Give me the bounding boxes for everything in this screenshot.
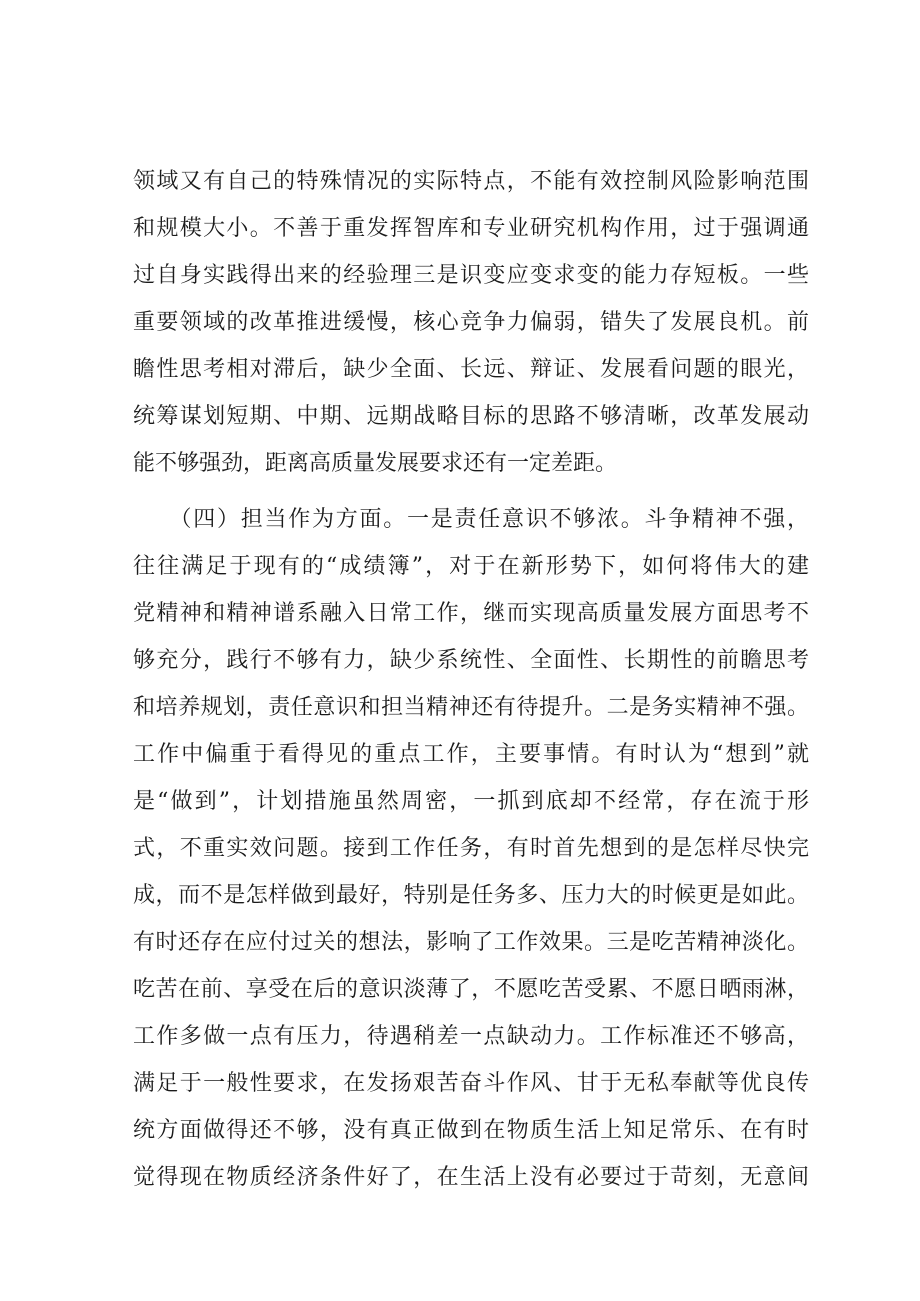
text-line: 够充分，践行不够有力，缺少系统性、全面性、长期性的前瞻思考 xyxy=(133,648,809,673)
text-line: 觉得现在物质经济条件好了，在生活上没有必要过于苛刻，无意间 xyxy=(133,1165,809,1190)
paragraph-responsibility xyxy=(133,496,809,1201)
text-line: 统方面做得还不够，没有真正做到在物质生活上知足常乐、在有时 xyxy=(133,1118,809,1143)
text-line: 吃苦在前、享受在后的意识淡薄了，不愿吃苦受累、不愿日晒雨淋， xyxy=(133,977,809,1002)
paragraph-spacer xyxy=(133,487,809,496)
text-line: 瞻性思考相对滞后，缺少全面、长远、辩证、发展看问题的眼光， xyxy=(133,357,809,382)
text-line: 是“做到”，计划措施虽然周密，一抓到底却不经常，存在流于形 xyxy=(133,789,809,814)
paragraph-reform-capability xyxy=(133,158,809,487)
text-line: 能不够强劲，距离高质量发展要求还有一定差距。 xyxy=(133,451,618,476)
text-line: 往往满足于现有的“成绩簿”，对于在新形势下，如何将伟大的建 xyxy=(133,554,809,579)
text-line: 成，而不是怎样做到最好，特别是任务多、压力大的时候更是如此。 xyxy=(133,883,809,908)
text-line: 过自身实践得出来的经验理三是识变应变求变的能力存短板。一些 xyxy=(133,263,809,288)
text-line: 和规模大小。不善于重发挥智库和专业研究机构作用，过于强调通 xyxy=(133,216,809,241)
text-line: 有时还存在应付过关的想法，影响了工作效果。三是吃苦精神淡化。 xyxy=(133,930,809,955)
document-body xyxy=(133,158,809,1201)
text-line: 工作中偏重于看得见的重点工作，主要事情。有时认为“想到”就 xyxy=(133,742,809,767)
text-line: 满足于一般性要求，在发扬艰苦奋斗作风、甘于无私奉献等优良传 xyxy=(133,1071,809,1096)
text-line: 重要领域的改革推进缓慢，核心竞争力偏弱，错失了发展良机。前 xyxy=(133,310,809,335)
text-line: 式，不重实效问题。接到工作任务，有时首先想到的是怎样尽快完 xyxy=(133,836,809,861)
text-line: 领域又有自己的特殊情况的实际特点，不能有效控制风险影响范围 xyxy=(133,169,809,194)
text-line: （四）担当作为方面。一是责任意识不够浓。斗争精神不强， xyxy=(133,507,809,532)
text-line: 工作多做一点有压力，待遇稍差一点缺动力。工作标准还不够高， xyxy=(133,1024,809,1049)
text-line: 统筹谋划短期、中期、远期战略目标的思路不够清晰，改革发展动 xyxy=(133,404,809,429)
text-line: 党精神和精神谱系融入日常工作，继而实现高质量发展方面思考不 xyxy=(133,601,809,626)
text-line: 和培养规划，责任意识和担当精神还有待提升。二是务实精神不强。 xyxy=(133,695,809,720)
